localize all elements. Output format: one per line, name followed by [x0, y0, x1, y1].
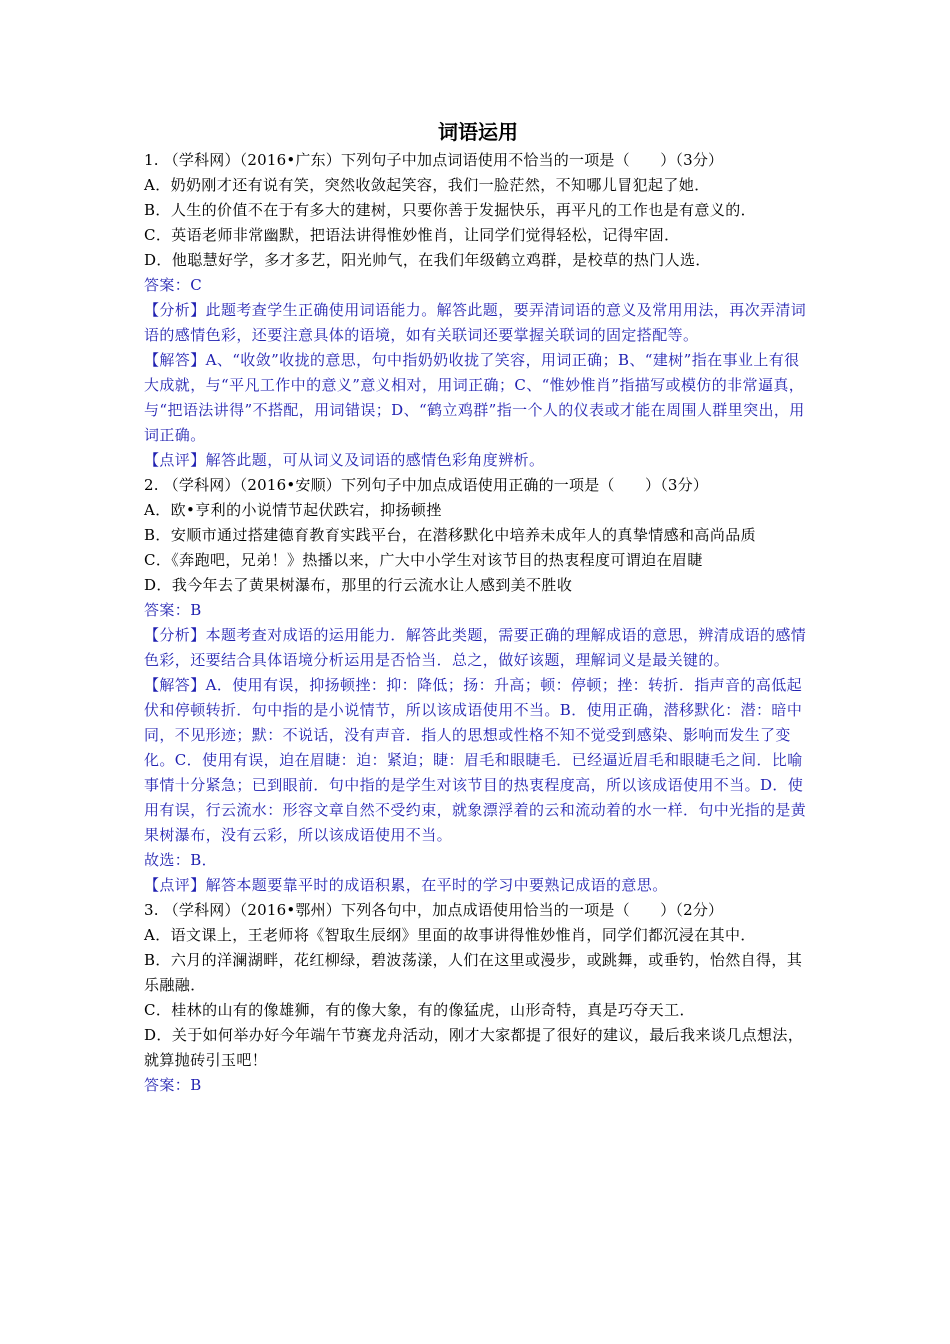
question-3-option-d: D．关于如何举办好今年端午节赛龙舟活动，刚才大家都提了很好的建议，最后我来谈几点想法，就算抛砖引玉吧！ — [144, 1026, 804, 1069]
question-1-solution: 【解答】A、“收敛”收拢的意思，句中指奶奶收拢了笑容，用词正确；B、“建树”指在事业上有很大成就，与“平凡工作中的意义”意义相对，用词正确；C、“惟妙惟肖”指描写或模仿的非常逼真，与“把语法讲得”不搭配，用词错误；D、“鹤立鸡群”指一个人的仪表或才能在周围人群里突出，用词正确。 — [144, 351, 805, 444]
question-1-option-a: A．奶奶刚才还有说有笑，突然收敛起笑容，我们一脸茫然，不知哪儿冒犯起了她． — [144, 176, 710, 194]
question-2-option-c: C．《奔跑吧，兄弟！》热播以来，广大中小学生对该节目的热衷程度可谓迫在眉睫 — [144, 551, 703, 569]
question-2-option-b: B．安顺市通过搭建德育教育实践平台，在潜移默化中培养未成年人的真挚情感和高尚品质 — [144, 526, 757, 544]
question-2-solution: 【解答】A．使用有误，抑扬顿挫：抑：降低；扬：升高；顿：停顿；挫：转折．指声音的高低起伏和停顿转折．句中指的是小说情节，所以该成语使用不当。B．使用正确，潜移默化：潜：暗中同，不见形迹；默：不说话，没有声音．指人的思想或性格不知不觉受到感染、影响而发生了变化。C．使用有误，迫在眉睫：迫：紧迫；睫：眉毛和眼睫毛．已经逼近眉毛和眼睫毛之间．比喻事情十分紧急；已到眼前．句中指的是学生对该节目的热衷程度高，所以该成语使用不当。D．使用有误，行云流水：形容文章自然不受约束，就象漂浮着的云和流动着的水一样．句中光指的是黄果树瀑布，没有云彩，所以该成语使用不当。 — [144, 676, 807, 844]
content-body — [144, 148, 812, 1098]
question-2-comment: 【点评】解答本题要靠平时的成语积累，在平时的学习中要熟记成语的意思。 — [144, 876, 668, 894]
question-1-comment: 【点评】解答此题，可从词义及词语的感情色彩角度辨析。 — [144, 451, 545, 469]
question-3-answer: 答案：B — [144, 1076, 202, 1094]
question-1-analysis: 【分析】此题考查学生正确使用词语能力。解答此题，要弄清词语的意义及常用用法，再次弄清词语的感情色彩，还要注意具体的语境，如有关联词还要掌握关联词的固定搭配等。 — [144, 301, 807, 344]
question-1-option-d: D．他聪慧好学，多才多艺，阳光帅气，在我们年级鹤立鸡群，是校草的热门人选． — [144, 251, 711, 269]
question-1-option-b: B．人生的价值不在于有多大的建树，只要你善于发掘快乐，再平凡的工作也是有意义的． — [144, 201, 757, 219]
question-3-option-a: A．语文课上，王老师将《智取生辰纲》里面的故事讲得惟妙惟肖，同学们都沉浸在其中． — [144, 926, 756, 944]
question-1-option-c: C．英语老师非常幽默，把语法讲得惟妙惟肖，让同学们觉得轻松，记得牢固． — [144, 226, 680, 244]
document-page — [144, 118, 812, 1098]
question-2-stem: 2. （学科网）（2016•安顺）下列句子中加点成语使用正确的一项是（ ）（3分） — [144, 476, 709, 494]
question-3-stem: 3. （学科网）（2016•鄂州）下列各句中，加点成语使用恰当的一项是（ ）（2分） — [144, 901, 724, 919]
question-3-option-c: C．桂林的山有的像雄狮，有的像大象，有的像猛虎，山形奇特，真是巧夺天工． — [144, 1001, 695, 1019]
question-2-option-a: A．欧•亨利的小说情节起伏跌宕，抑扬顿挫 — [144, 501, 442, 519]
question-3-option-b: B．六月的洋澜湖畔，花红柳绿，碧波荡漾，人们在这里或漫步，或跳舞，或垂钓，怡然自得，其乐融融． — [144, 951, 803, 994]
question-1-answer: 答案：C — [144, 276, 203, 294]
question-1-stem: 1. （学科网）（2016•广东）下列句子中加点词语使用不恰当的一项是（ ）（3分） — [144, 151, 724, 169]
question-2-choice: 故选：B． — [144, 851, 218, 869]
document-title: 词语运用 — [438, 120, 518, 144]
question-2-option-d: D．我今年去了黄果树瀑布，那里的行云流水让人感到美不胜收 — [144, 576, 573, 594]
question-2-analysis: 【分析】本题考查对成语的运用能力．解答此类题，需要正确的理解成语的意思，辨清成语的感情色彩，还要结合具体语境分析运用是否恰当．总之，做好该题，理解词义是最关键的。 — [144, 626, 807, 669]
question-2-answer: 答案：B — [144, 601, 202, 619]
